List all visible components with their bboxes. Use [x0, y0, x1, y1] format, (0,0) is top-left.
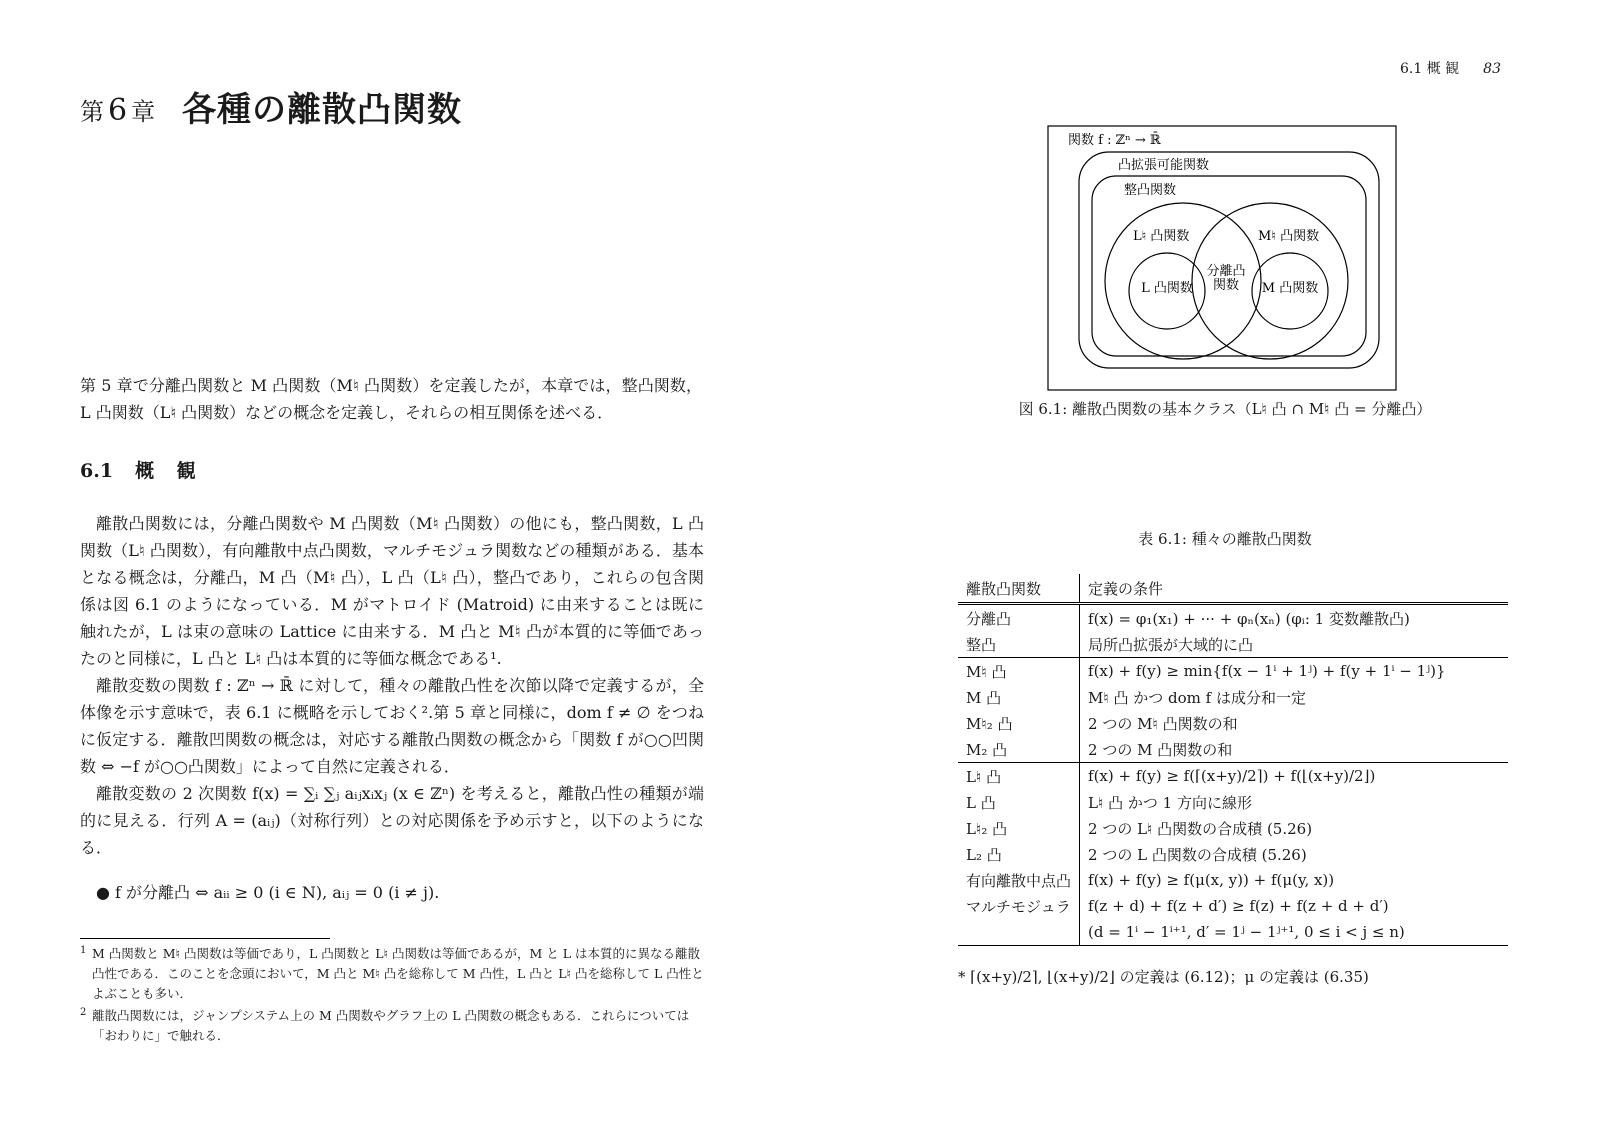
condition-cell: M♮ 凸 かつ dom f は成分和一定: [1088, 688, 1306, 707]
table-row: [958, 604, 1508, 632]
condition-cell: 2 つの M♮ 凸関数の和: [1088, 714, 1238, 733]
table-row: [958, 815, 1508, 841]
table-row: [958, 710, 1508, 736]
separable-label: 分離凸: [1206, 264, 1246, 279]
condition-cell: f(z + d) + f(z + d′) ≥ f(z) + f(z + d + d′): [1088, 897, 1389, 915]
table-header-row: [958, 574, 1508, 604]
footnote-text: 離散凸関数には，ジャンプシステム上の M 凸関数やグラフ上の L 凸関数の概念もある．これらについては「おわりに」で触れる．: [92, 1008, 690, 1043]
chapter-label: 第 6 章: [80, 93, 156, 128]
condition-cell: f(x) + f(y) ≥ min{f(x − 1ⁱ + 1ʲ) + f(y + 1ⁱ − 1ʲ)}: [1080, 658, 1508, 685]
table-row: [958, 763, 1508, 790]
class-cell: 分離凸: [958, 604, 1080, 632]
table-note: * ⌈(x+y)/2⌉, ⌊(x+y)/2⌋ の定義は (6.12)；μ の定義は (6.35): [958, 968, 1369, 986]
l-label: L 凸関数: [1141, 281, 1193, 296]
footnote: [80, 1006, 704, 1046]
table-row: [958, 893, 1508, 919]
table-row: [958, 789, 1508, 815]
class-cell: M♮ 凸: [958, 658, 1080, 685]
section-title: 概 観: [135, 460, 204, 482]
condition-cell: 2 つの L 凸関数の合成積 (5.26): [1088, 845, 1307, 864]
section-number: 6.1: [80, 460, 114, 482]
table-row: [958, 867, 1508, 893]
class-cell: L 凸: [958, 789, 1080, 815]
condition-cell: f(x) + f(y) ≥ f(μ(x, y)) + f(μ(y, x)): [1088, 871, 1335, 889]
footnote: [80, 944, 704, 1004]
condition-cell: L♮ 凸 かつ 1 方向に線形: [1088, 793, 1252, 812]
condition-cell: f(x) + f(y) ≥ f(⌈(x+y)/2⌉) + f(⌊(x+y)/2⌋): [1080, 763, 1508, 790]
class-cell: M 凸: [958, 684, 1080, 710]
footnotes: [80, 944, 704, 1048]
class-cell: L₂ 凸: [958, 841, 1080, 867]
table-row: [958, 631, 1508, 658]
section-heading: [80, 456, 204, 483]
paragraph: 離散変数の関数 f : ℤⁿ → ℝ̄ に対して，種々の離散凸性を次節以降で定義するが，全体像を示す意味で，表 6.1 に概略を示しておく².第 5 章と同様に，dom f ≠ ∅ をつねに仮定する．離散凹関数の概念は，対応する離散凸関数の概念から「関数 f が○○凹関数 ⇔ −f が○○凸関数」によって自然に定義される．: [80, 676, 704, 776]
chapter-number: 6: [108, 93, 128, 128]
table-header-cell: 離散凸関数: [958, 574, 1080, 604]
convexity-table: [958, 574, 1508, 946]
outer-label: 関数 f : ℤⁿ → ℝ̄: [1068, 133, 1161, 148]
class-cell: 有向離散中点凸: [958, 867, 1080, 893]
class-cell: M₂ 凸: [958, 736, 1080, 763]
footnote-mark: 2: [80, 1007, 87, 1018]
running-head: 6.1 概 観 83: [1400, 61, 1501, 77]
m-label: M 凸関数: [1261, 281, 1319, 296]
table-row: [958, 919, 1508, 946]
table-row: [958, 658, 1508, 685]
condition-cell: 2 つの L♮ 凸関数の合成積 (5.26): [1088, 819, 1313, 838]
mnat-label: M♮ 凸関数: [1258, 229, 1320, 244]
footnote-text: M 凸関数と M♮ 凸関数は等価であり，L 凸関数と L♮ 凸関数は等価であるが，M と L は本質的に異なる離散凸性である．このことを念頭において，M 凸と M♮ 凸を総称して M 凸性，L 凸と L♮ 凸を総称して L 凸性とよぶことも多い．: [92, 946, 704, 1001]
class-cell: L♮₂ 凸: [958, 815, 1080, 841]
class-cell: [958, 919, 1080, 946]
footnote-rule: [80, 938, 330, 939]
paragraph: 離散変数の 2 次関数 f(x) = ∑ᵢ ∑ⱼ aᵢⱼxᵢxⱼ (x ∈ ℤⁿ) を考えると，離散凸性の種類が端的に見える．行列 A = (aᵢⱼ)（対称行列）との対応関係を予め示すと，以下のようになる．: [80, 784, 704, 857]
table-caption: 表 6.1: 種々の離散凸関数: [1138, 530, 1312, 548]
class-cell: 整凸: [958, 631, 1080, 658]
venn-diagram: [1040, 124, 1420, 394]
table-row: [958, 736, 1508, 763]
section-body: [80, 510, 704, 861]
intro-paragraph: 第 5 章で分離凸関数と M 凸関数（M♮ 凸関数）を定義したが，本章では，整凸関数，L 凸関数（L♮ 凸関数）などの概念を定義し，それらの相互関係を述べる．: [80, 376, 702, 422]
separable-label: 関数: [1212, 278, 1240, 293]
table-header-cell: 定義の条件: [1080, 574, 1508, 604]
paragraph: 離散凸関数には，分離凸関数や M 凸関数（M♮ 凸関数）の他にも，整凸関数，L 凸関数（L♮ 凸関数），有向離散中点凸関数，マルチモジュラ関数などの種類がある．基本となる概念は，分離凸，M 凸（M♮ 凸），L 凸（L♮ 凸），整凸であり，これらの包含関係は図 6.1 のようになっている．M がマトロイド (Matroid) に由来することは既に触れたが，L は束の意味の Lattice に由来する．M 凸と M♮ 凸が本質的に等価であったのと同様に，L 凸と L♮ 凸は本質的に等価な概念である¹.: [80, 514, 704, 668]
extensible-label: 凸拡張可能関数: [1118, 158, 1210, 173]
condition-cell: 2 つの M 凸関数の和: [1088, 740, 1233, 759]
class-cell: マルチモジュラ: [958, 893, 1080, 919]
condition-cell: 局所凸拡張が大域的に凸: [1088, 635, 1254, 654]
footnote-mark: 1: [80, 945, 87, 956]
condition-cell: (d = 1ⁱ − 1ⁱ⁺¹, d′ = 1ʲ − 1ʲ⁺¹, 0 ≤ i < j ≤ n): [1080, 919, 1508, 946]
condition-cell: f(x) = φ₁(x₁) + ··· + φₙ(xₙ) (φᵢ: 1 変数離散凸): [1088, 609, 1410, 628]
bullet-item: ● f が分離凸 ⇔ aᵢᵢ ≥ 0 (i ∈ N), aᵢⱼ = 0 (i ≠ j).: [96, 883, 440, 902]
lnat-label: L♮ 凸関数: [1133, 229, 1190, 244]
figure-caption: 図 6.1: 離散凸関数の基本クラス（L♮ 凸 ∩ M♮ 凸 = 分離凸）: [1018, 400, 1432, 418]
table-row: [958, 841, 1508, 867]
page-number: 83: [1483, 61, 1501, 77]
chapter-title: 各種の離散凸関数: [182, 90, 462, 130]
class-cell: L♮ 凸: [958, 763, 1080, 790]
integral-label: 整凸関数: [1124, 183, 1177, 198]
class-cell: M♮₂ 凸: [958, 710, 1080, 736]
table-row: [958, 684, 1508, 710]
